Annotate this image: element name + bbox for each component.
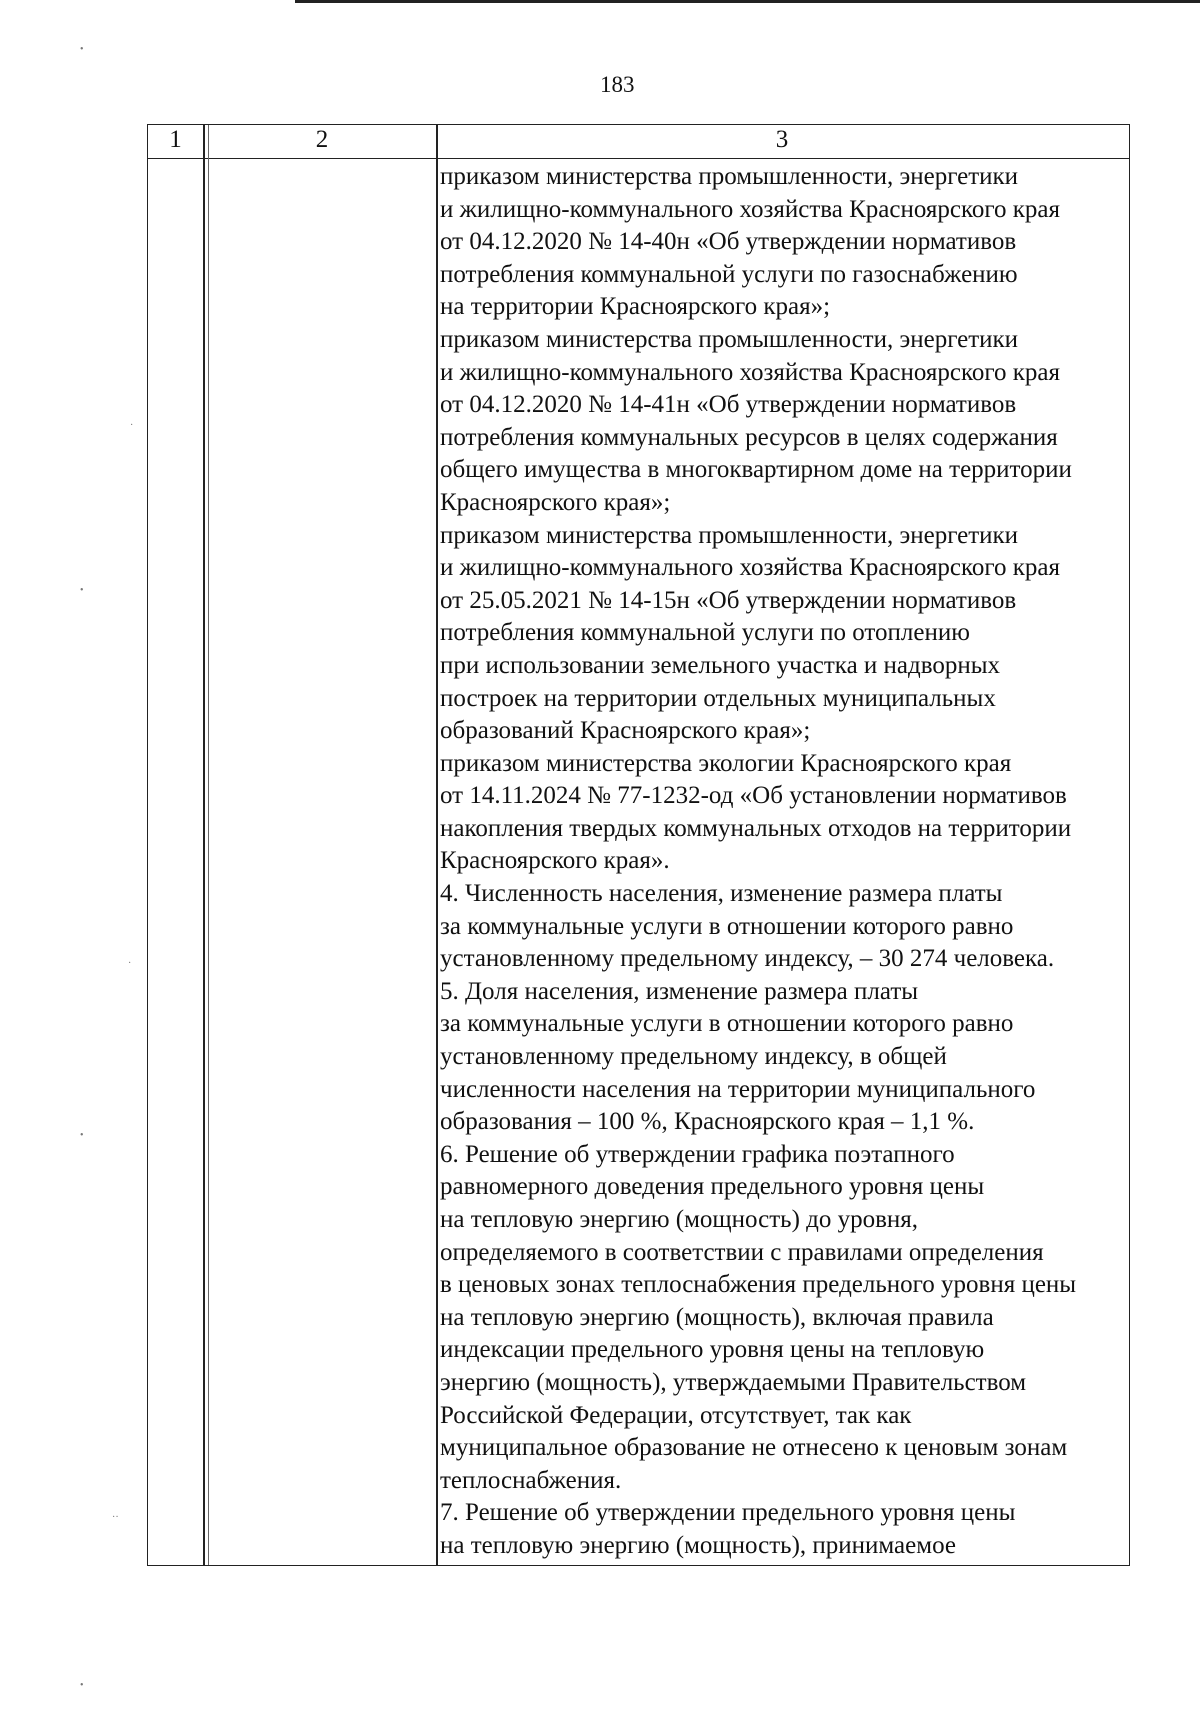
text-line: энергию (мощность), утверждаемыми Правительством xyxy=(440,1368,1027,1396)
text-line: на тепловую энергию (мощность) до уровня, xyxy=(440,1206,919,1233)
text-line: 4. Численность населения, изменение размера платы xyxy=(440,880,1003,908)
scan-speck: • xyxy=(80,585,84,596)
text-line: за коммунальные услуги в отношении которого равно xyxy=(440,912,1014,940)
scan-speck: • xyxy=(80,44,84,55)
text-line: потребления коммунальной услуги по газоснабжению xyxy=(440,260,1018,288)
text-line: приказом министерства промышленности, энергетики xyxy=(440,325,1019,353)
text-line: муниципальное образование не отнесено к ценовым зонам xyxy=(440,1434,1068,1462)
table-header-row xyxy=(148,125,1129,159)
column-header-2: 2 xyxy=(315,126,329,153)
text-line: 5. Доля населения, изменение размера платы xyxy=(440,977,919,1005)
text-line: приказом министерства промышленности, энергетики xyxy=(440,521,1019,549)
text-line: равномерного доведения предельного уровня цены xyxy=(440,1173,985,1201)
text-line: при использовании земельного участка и надворных xyxy=(440,651,1001,679)
text-line: установленному предельному индексу, в общей xyxy=(440,1043,947,1071)
text-line: потребления коммунальных ресурсов в целях содержания xyxy=(440,423,1058,451)
text-line: на тепловую энергию (мощность), включая правила xyxy=(440,1303,994,1331)
text-line: от 14.11.2024 № 77-1232-од «Об установлении нормативов xyxy=(440,782,1067,810)
column-divider-1 xyxy=(203,125,205,1565)
text-line: от 04.12.2020 № 14-40н «Об утверждении нормативов xyxy=(440,228,1017,256)
text-line: потребления коммунальной услуги по отоплению xyxy=(440,619,970,647)
text-line: приказом министерства экологии Красноярского края xyxy=(440,749,1012,777)
top-border-line xyxy=(295,0,1200,3)
text-line: за коммунальные услуги в отношении которого равно xyxy=(440,1010,1014,1038)
text-line: и жилищно-коммунального хозяйства Красноярского края xyxy=(440,358,1060,386)
text-line: и жилищно-коммунального хозяйства Красноярского края xyxy=(440,195,1060,223)
scan-speck: • xyxy=(80,1130,84,1141)
text-line: от 25.05.2021 № 14-15н «Об утверждении нормативов xyxy=(440,586,1017,614)
text-line: приказом министерства промышленности, энергетики xyxy=(440,163,1019,190)
column-header-1: 1 xyxy=(169,126,182,153)
text-line: Красноярского края»; xyxy=(440,488,671,516)
column-3-content xyxy=(440,161,1125,1563)
scan-speck: · xyxy=(130,420,134,431)
text-line: в ценовых зонах теплоснабжения предельного уровня цены xyxy=(440,1271,1077,1299)
text-line: установленному предельному индексу, – 30 274 человека. xyxy=(440,945,1055,973)
scan-speck: ·· xyxy=(112,1512,119,1523)
column-divider-2 xyxy=(436,125,438,1565)
text-line: теплоснабжения. xyxy=(440,1466,622,1494)
text-line: Красноярского края». xyxy=(440,847,670,875)
text-line: от 04.12.2020 № 14-41н «Об утверждении нормативов xyxy=(440,391,1017,419)
column-divider-1-inner xyxy=(208,125,209,1565)
text-line: образования – 100 %, Красноярского края – 1,1 %. xyxy=(440,1108,975,1136)
text-line: на тепловую энергию (мощность), принимаемое xyxy=(440,1531,956,1559)
document-table xyxy=(147,124,1130,1566)
text-line: образований Красноярского края»; xyxy=(440,717,811,745)
text-line: 7. Решение об утверждении предельного уровня цены xyxy=(440,1499,1016,1527)
column-header-3: 3 xyxy=(775,126,789,153)
page-number: 183 xyxy=(600,72,635,97)
scan-speck: • xyxy=(80,1680,84,1691)
text-line: накопления твердых коммунальных отходов на территории xyxy=(440,814,1072,842)
text-line: Российской Федерации, отсутствует, так как xyxy=(440,1401,912,1429)
text-line: определяемого в соответствии с правилами определения xyxy=(440,1238,1044,1266)
text-line: индексации предельного уровня цены на тепловую xyxy=(440,1336,985,1364)
text-line: построек на территории отдельных муниципальных xyxy=(440,684,996,712)
text-line: на территории Красноярского края»; xyxy=(440,293,831,321)
text-line: 6. Решение об утверждении графика поэтапного xyxy=(440,1140,955,1168)
text-line: численности населения на территории муниципального xyxy=(440,1075,1036,1103)
text-line: общего имущества в многоквартирном доме на территории xyxy=(440,456,1072,484)
text-line: и жилищно-коммунального хозяйства Красноярского края xyxy=(440,554,1060,582)
scan-speck: · xyxy=(128,958,132,969)
